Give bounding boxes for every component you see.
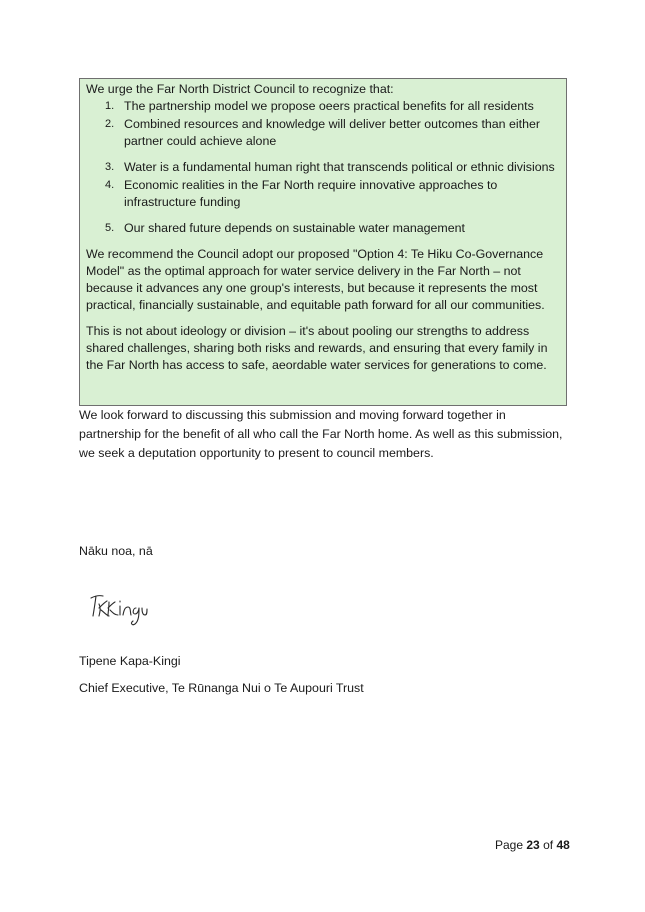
page-number: Page 23 of 48	[495, 838, 570, 852]
highlight-box	[79, 78, 567, 406]
current-page: 23	[526, 838, 540, 852]
recommendation-paragraph: We recommend the Council adopt our proposed "Option 4: Te Hiku Co-Governance Model" as the optimal approach for water service delivery in the Far North – not because it advances any one group's interests, but because it represents the most practical, financially sustainable, and equitable path forward for all our communities.	[86, 247, 545, 312]
signer-name: Tipene Kapa-Kingi	[79, 654, 181, 668]
signature-icon	[87, 588, 157, 628]
list-item: 5. Our shared future depends on sustainable water management	[105, 221, 465, 235]
closing-paragraph: We look forward to discussing this submission and moving forward together in partnership for the benefit of all who call the Far North home. As well as this submission, we seek a deputation opportunity to present to council members.	[79, 408, 563, 460]
sign-off: Nāku noa, nā	[79, 544, 153, 558]
signature	[87, 588, 157, 633]
pooling-paragraph: This is not about ideology or division – it's about pooling our strengths to address shared challenges, sharing both risks and rewards, and ensuring that every family in the Far North has access to safe, aeordable water services for generations to come.	[86, 324, 548, 372]
box-intro: We urge the Far North District Council to recognize that:	[86, 82, 394, 96]
total-pages: 48	[556, 838, 570, 852]
recognition-list	[86, 98, 560, 237]
signer-title: Chief Executive, Te Rūnanga Nui o Te Aupouri Trust	[79, 681, 364, 695]
list-item: 3. Water is a fundamental human right that transcends political or ethnic divisions	[105, 160, 555, 174]
list-item: 4. Economic realities in the Far North require innovative approaches to infrastructure funding	[105, 178, 498, 209]
list-item: 1. The partnership model we propose oeers practical benefits for all residents	[105, 99, 534, 113]
list-item: 2. Combined resources and knowledge will deliver better outcomes than either partner could achieve alone	[105, 117, 540, 148]
